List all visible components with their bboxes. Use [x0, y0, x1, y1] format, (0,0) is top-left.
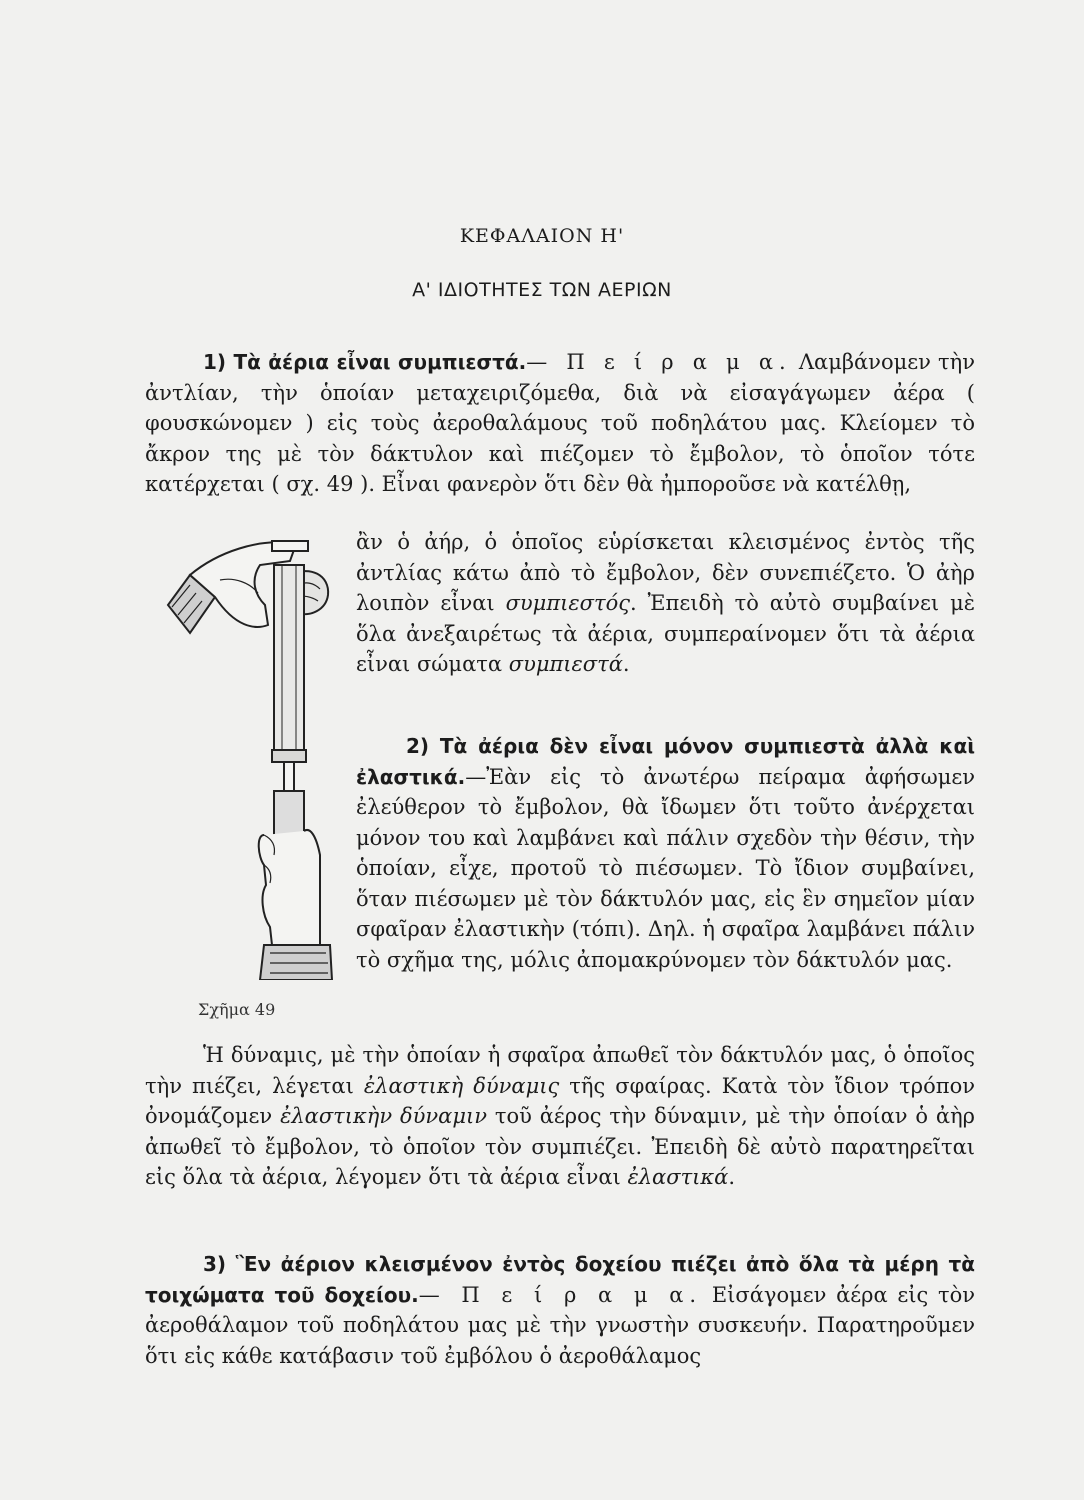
section-2-text-a: —Ἐὰν εἰς τὸ ἀνωτέρω πείραμα ἀφήσωμεν ἐλεύθερον τὸ ἔμβολον, θὰ ἴδωμεν ὅτι τοῦτο ἀνέρχεται μόνον του καὶ λαμβάνει καὶ πάλιν σχεδὸν τὴν θέσιν, τὴν ὁποίαν, εἶχε, προτοῦ τὸ πιέσωμεν. Τὸ ἴδιον συμβαίνει, ὅταν πιέσωμεν μὲ τὸν δάκτυλόν μας, εἰς ἓν σημεῖον μίαν σφαῖραν ἐλαστικὴν (τόπι). Δηλ. ἡ σφαῖρα λαμβάνει πάλιν τὸ σχῆμα της, μόλις ἀπομακρύνομεν τὸν δάκτυλόν μας. [356, 764, 975, 972]
section-3 [145, 1249, 975, 1371]
section-1-italic-2: συμπιεστά [508, 652, 623, 676]
section-2-italic-3: ἐλαστικά [627, 1165, 729, 1189]
section-2-italic-2: ἐλαστικὴν δύναμιν [280, 1104, 487, 1128]
section-title: Α' ΙΔΙΟΤΗΤΕΣ ΤΩΝ ΑΕΡΙΩΝ [412, 279, 672, 301]
section-2-paragraph [356, 731, 975, 975]
section-1-paragraph [145, 347, 975, 500]
section-2-text-b: Ἡ δύναμις, μὲ τὴν ὁποίαν ἡ σφαῖρα ἀπωθεῖ τὸν δάκτυλόν μας, ὁ ὁποῖος τὴν πιέζει, λέγεται [145, 1043, 975, 1098]
section-3-text: Εἰσάγομεν ἀέρα εἰς τὸν ἀεροθάλαμον τοῦ ποδηλάτου μας μὲ τὴν γνωστὴν συσκευήν. Παρατηροῦμεν ὅτι εἰς κάθε κατάβασιν τοῦ ἐμβόλου ὁ ἀεροθάλαμος [145, 1282, 975, 1368]
section-2-italic-1: ἐλαστικὴ δύναμις [363, 1073, 560, 1098]
section-1-paragraph-cont [356, 527, 975, 680]
section-2-heading: 2) Τὰ ἀέρια δὲν εἶναι μόνον συμπιεστὰ ἀλλὰ καὶ ἐλαστικά. [356, 734, 975, 789]
section-3-heading: 3) Ἓν ἀέριον κλεισμένον ἐντὸς δοχείου πιέζει ἀπὸ ὅλα τὰ μέρη τὰ τοιχώματα τοῦ δοχείου. [145, 1252, 975, 1307]
section-1-italic-1: συμπιεστός [505, 591, 630, 615]
hands-pump-icon [160, 535, 360, 980]
section-1-peirama: — Π ε ί ρ α μ α. [526, 350, 792, 374]
section-1-heading: 1) Τὰ ἀέρια εἶναι συμπιεστά. [203, 350, 527, 374]
section-2-paragraph-2 [145, 1040, 975, 1193]
section-2-text-c: τῆς σφαίρας. Κατὰ τὸν ἴδιον τρόπον ὀνομάζομεν [145, 1073, 975, 1128]
section-2-end: . [728, 1165, 736, 1189]
section-1-text-a: Λαμβάνομεν τὴν ἀντλίαν, τὴν ὁποίαν μεταχειριζόμεθα, διὰ νὰ εἰσαγάγωμεν ἀέρα ( φουσκώνομεν ) εἰς τοὺς ἀεροθαλάμους τοῦ ποδηλάτου μας. Κλείομεν τὸ ἄκρον της μὲ τὸν δάκτυλον καὶ πιέζομεν τὸ ἔμβολον, τὸ ὁποῖον τότε κατέρχεται ( σχ. 49 ). Εἶναι φανερὸν ὅτι δὲν θὰ ἠμποροῦσε νὰ κατέλθῃ, [145, 350, 975, 496]
section-2-full [145, 1040, 975, 1193]
section-1-continued [356, 527, 975, 680]
section-3-paragraph [145, 1249, 975, 1371]
figure-caption: Σχῆμα 49 [198, 1000, 276, 1019]
section-2-side [356, 731, 975, 975]
section-1-text-c: . Ἐπειδὴ τὸ αὐτὸ συμβαίνει μὲ ὅλα ἀνεξαιρέτως τὰ ἀέρια, συμπεραίνομεν ὅτι τὰ ἀέρια εἶναι σώματα [356, 591, 975, 676]
section-1-top [145, 347, 975, 527]
chapter-heading: ΚΕΦΑΛΑΙΟΝ Η' [459, 225, 625, 247]
section-1-end: . [622, 652, 630, 676]
section-3-peirama: — Π ε ί ρ α μ α. [418, 1282, 703, 1307]
section-1-text-b: ἂν ὁ ἀήρ, ὁ ὁποῖος εὑρίσκεται κλεισμένος ἐντὸς τῆς ἀντλίας κάτω ἀπὸ τὸ ἔμβολον, δὲν συνεπιέζετο. Ὁ ἀὴρ λοιπὸν εἶναι [356, 530, 975, 615]
section-2-text-d: τοῦ ἀέρος τὴν δύναμιν, μὲ τὴν ὁποίαν ὁ ἀὴρ ἀπωθεῖ τὸ ἔμβολον, τὸ ὁποῖον τὸν συμπιέζει. Ἐπειδὴ δὲ αὐτὸ παρατηρεῖται εἰς ὅλα τὰ ἀέρια, λέγομεν ὅτι τὰ ἀέρια εἶναι [145, 1104, 976, 1189]
